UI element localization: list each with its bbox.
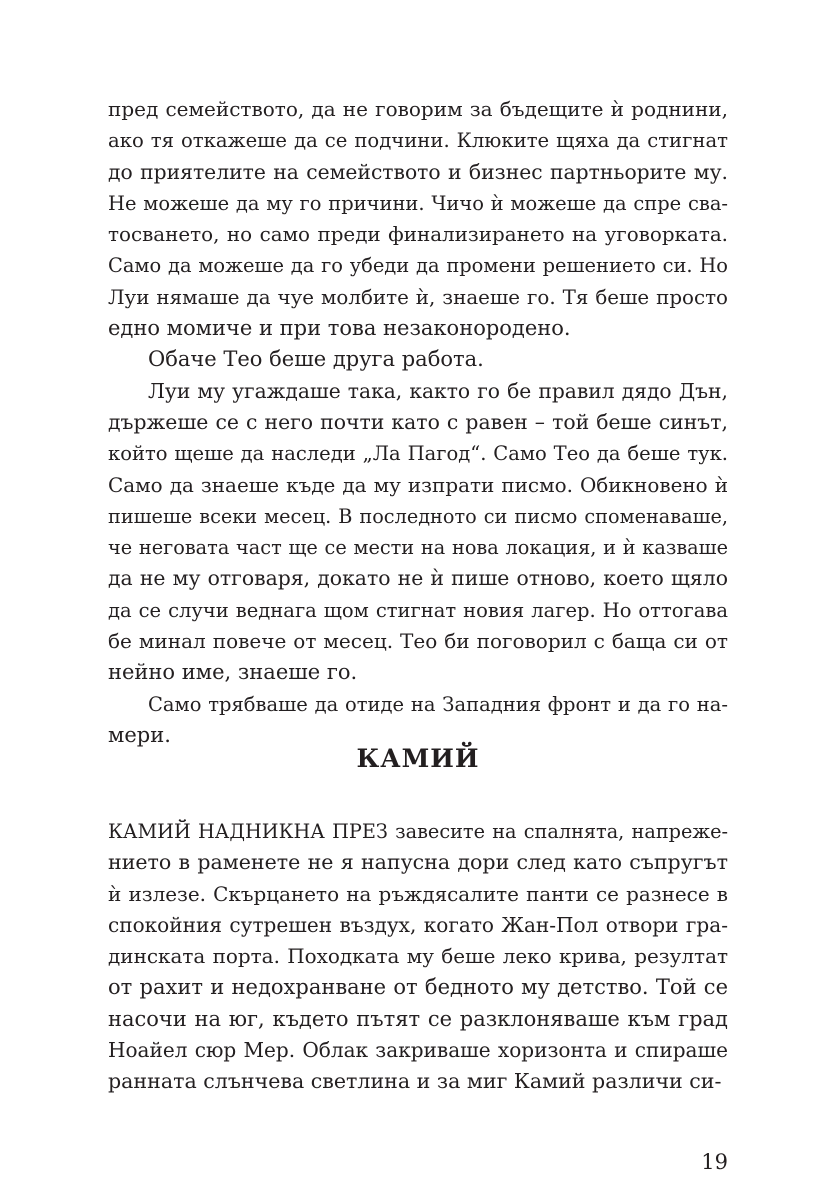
text-line: ѝ излезе. Скърцането на ръждясалите панти се разнесе в <box>108 882 728 906</box>
text-line: насочи на юг, където пътят се разклоняваше към град <box>108 1006 728 1031</box>
text-line: тосването, но само преди финализирането на уговорката. <box>108 223 728 247</box>
text-line: Само да можеше да го убеди да промени решението си. Но <box>108 254 728 278</box>
text-line: мери. <box>108 722 171 747</box>
chapter-title: КАМИЙ <box>356 744 480 773</box>
paragraph <box>108 94 728 344</box>
paragraph <box>108 816 728 1098</box>
text-line: КАМИЙ НАДНИКНА ПРЕЗ завесите на спалнята, напреже- <box>108 820 728 843</box>
text-line: до приятелите на семейството и бизнес партньорите му. <box>108 159 728 184</box>
text-line: ако тя откажеше да се подчини. Клюките щяха да стигнат <box>108 129 728 153</box>
text-line: държеше се с него почти като с равен – той беше синът, <box>108 409 728 434</box>
text-line: да се случи веднага щом стигнат новия лагер. Но оттогава <box>108 598 728 622</box>
text-line: нейно име, знаеше го. <box>108 660 358 685</box>
page-number: 19 <box>701 1150 728 1174</box>
text-line: спокойния сутрешен въздух, когато Жан-Пол отвори гра- <box>108 912 728 937</box>
text-line: Само да знаеше къде да му изпрати писмо. Обикновено ѝ <box>108 472 728 497</box>
text-line: пишеше всеки месец. В последното си писмо споменаваше, <box>108 504 728 528</box>
text-line: Луи нямаше да чуе молбите ѝ, знаеше го. Тя беше просто <box>108 285 728 309</box>
text-line: ранната слънчева светлина и за миг Камий различи си- <box>108 1069 722 1094</box>
paragraph <box>108 376 728 689</box>
text-line: едно момиче и при това незаконородено. <box>108 316 571 341</box>
text-line: Само трябваше да отиде на Западния фронт и да го на- <box>148 692 728 716</box>
body-text-top <box>108 94 728 751</box>
text-line: Не можеше да му го причини. Чичо ѝ можеше да спре сва- <box>108 191 728 215</box>
text-line: Луи му угаждаше така, както го бе правил дядо Дън, <box>148 378 728 403</box>
text-line: Обаче Тео беше друга работа. <box>148 347 484 372</box>
text-line: нието в раменете не я напусна дори след като съпругът <box>108 850 728 875</box>
paragraph <box>108 344 728 375</box>
text-line: пред семейството, да не говорим за бъдещите ѝ роднини, <box>108 97 728 121</box>
text-line: да не му отговаря, докато не ѝ пише отново, което щяло <box>108 566 728 591</box>
text-line: динската порта. Походката му беше леко крива, резултат <box>108 944 728 969</box>
text-line: който щеше да наследи „Ла Пагод“. Само Тео да беше тук. <box>108 442 728 466</box>
text-line: Ноайел сюр Мер. Облак закриваше хоризонта и спираше <box>108 1038 728 1063</box>
text-line: от рахит и недохранване от бедното му детство. Той се <box>108 975 728 1000</box>
text-line: че неговата част ще се мести на нова локация, и ѝ казваше <box>108 536 728 560</box>
body-text-bottom <box>108 816 728 1098</box>
text-line: бе минал повече от месец. Тео би поговорил с баща си от <box>108 629 728 654</box>
